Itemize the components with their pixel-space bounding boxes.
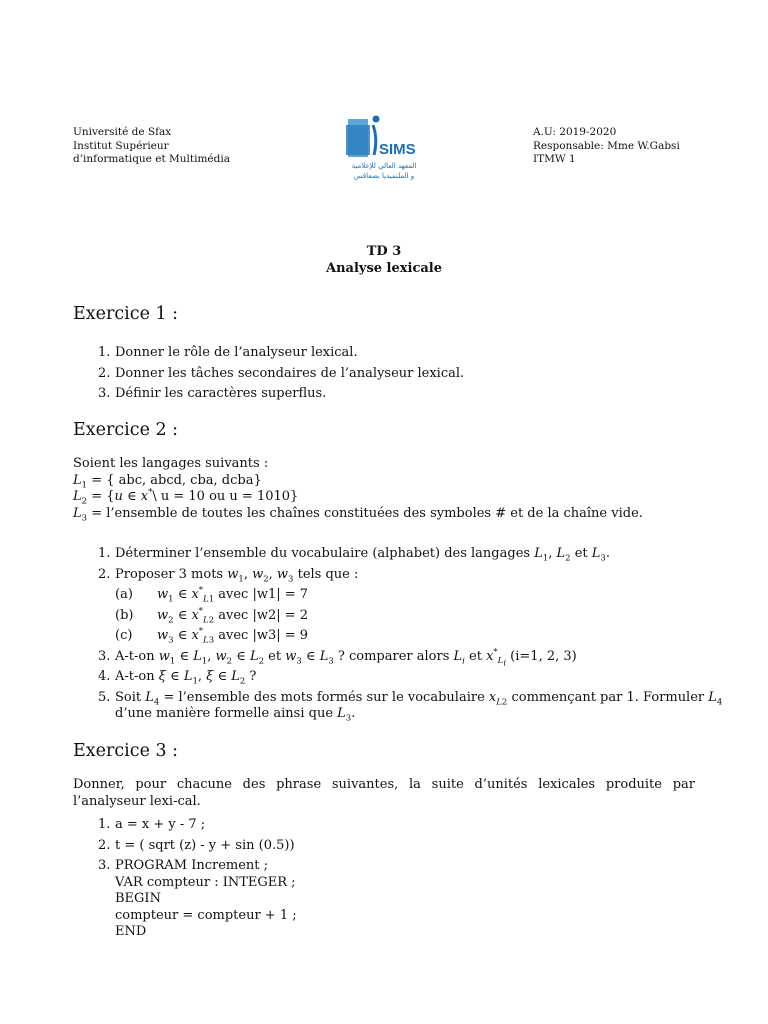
document-title-block [0,243,768,277]
exercise-1-list [73,345,464,407]
list-item: 2. Proposer 3 mots $w_1$, $w_2$, $w_3$ tels que : (a) $w_1$ ∈ $x^*_{L1}$ avec |w1| = 7 (b) $w_2$ ∈ $x^*_{L2}$ avec |w2| = 2 (c) $w_3$ ∈ $x^*_{L3}$ avec |w3| = 9 [73,567,722,645]
responsible: Responsable: Mme W.Gabsi [533,139,680,152]
program-line: BEGIN [115,891,161,906]
isims-logo [344,113,424,183]
list-item: 1. Déterminer l’ensemble du vocabulaire (alphabet) des langages $L_1$, $L_2$ et $L_3$. [98,546,610,564]
sub-item: (b) $w_2$ ∈ $x^*_{L2}$ avec |w2| = 2 [115,606,309,626]
list-item: 2. Donner les tâches secondaires de l’analyseur lexical. [98,365,465,381]
exercise-3-list [73,817,297,945]
institution-line: Institut Supérieur [73,139,169,152]
list-item: 3. PROGRAM Increment ; VAR compteur : INTEGER ; BEGIN compteur = compteur + 1 ; END [98,858,297,939]
L3-definition: $L_3$ = l’ensemble de toutes les chaînes constituées des symboles # et de la chaîne vide. [73,505,643,524]
academic-year: A.U: 2019-2020 [533,126,617,138]
intro-text: Soient les langages suivants : [73,456,269,471]
document-subtitle: Analyse lexicale [325,261,443,276]
sub-item: (a) $w_1$ ∈ $x^*_{L1}$ avec |w1| = 7 [115,585,309,605]
program-line: END [115,924,147,939]
list-item: 2. t = ( sqrt (z) - y + sin (0.5)) [98,837,295,853]
institution-block [73,126,230,167]
exercise-2-list [73,546,722,727]
exercise-1-heading: Exercice 1 : [73,304,179,324]
document-title: TD 3 [366,244,402,259]
list-item: 4. A-t-on ξ ∈ $L_1$, ξ ∈ $L_2$ ? [98,669,257,687]
list-item: 3. A-t-on $w_1$ ∈ $L_1$, $w_2$ ∈ $L_2$ et $w_3$ ∈ $L_3$ ? comparer alors $L_i$ et $x^*_{L_i}$ (i=1, 2, 3) [98,647,577,669]
institution-line: Université de Sfax [73,126,172,138]
sub-item: (c) $w_3$ ∈ $x^*_{L3}$ avec |w3| = 9 [115,626,309,646]
exercise-3-intro: Donner, pour chacune des phrase suivantes, la suite d’unités lexicales produite par l’analyseur lexi-cal. [73,777,695,809]
course-info-block [533,126,680,167]
exercise-2-definitions [73,456,643,522]
class-name: ITMW 1 [533,153,576,165]
list-item: 5. Soit $L_4$ = l’ensemble des mots formés sur le vocabulaire $x_{L2}$ commençant par 1. Formuler $L_4$ d’une manière formelle ainsi que $L_3$. [98,689,723,724]
svg-text:SIMS: SIMS [379,141,416,158]
list-item: 3. Définir les caractères superflus. [98,386,327,401]
program-line: VAR compteur : INTEGER ; [115,874,296,890]
L1-definition: $L_1$ = { abc, abcd, cba, dcba} [73,472,262,491]
institution-line: d’informatique et Multimédia [73,153,230,165]
program-line: PROGRAM Increment ; [115,858,269,873]
svg-text:و الملتميديا بصفاقس: و الملتميديا بصفاقس [353,172,415,180]
svg-text:المعهد العالي للإعلامية: المعهد العالي للإعلامية [351,162,417,170]
exercise-2-heading: Exercice 2 : [73,420,179,440]
list-item: 1. Donner le rôle de l’analyseur lexical. [98,345,358,360]
L2-definition: $L_2 = \{u$ ∈ x*\ u = 10 ou u = 1010} [73,487,299,507]
program-line: compteur = compteur + 1 ; [115,907,297,923]
exercise-3-heading: Exercice 3 : [73,741,179,761]
list-item: 1. a = x + y - 7 ; [98,817,206,832]
